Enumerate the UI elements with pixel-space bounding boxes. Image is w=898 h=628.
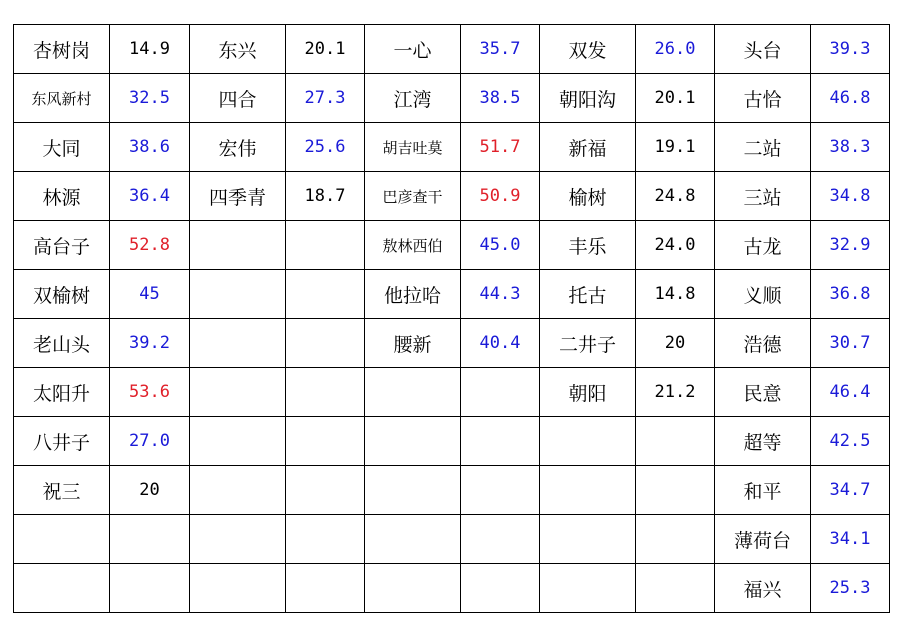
value-cell: 44.3 xyxy=(461,270,540,319)
station-name-cell: 丰乐 xyxy=(540,221,636,270)
value-cell xyxy=(110,515,190,564)
table-row xyxy=(14,25,890,74)
value-cell xyxy=(461,417,540,466)
station-name-cell: 东风新村 xyxy=(14,74,110,123)
station-name-cell xyxy=(365,564,461,613)
value-cell xyxy=(461,466,540,515)
station-name-cell: 巴彦查干 xyxy=(365,172,461,221)
station-name-cell: 超等 xyxy=(715,417,811,466)
value-cell: 50.9 xyxy=(461,172,540,221)
table-row xyxy=(14,172,890,221)
station-name-cell xyxy=(190,319,286,368)
station-name-cell xyxy=(540,564,636,613)
station-name-cell: 高台子 xyxy=(14,221,110,270)
value-cell: 30.7 xyxy=(811,319,890,368)
station-name-cell: 江湾 xyxy=(365,74,461,123)
value-cell: 35.7 xyxy=(461,25,540,74)
station-name-cell xyxy=(190,564,286,613)
value-cell xyxy=(286,417,365,466)
value-cell xyxy=(286,515,365,564)
value-cell xyxy=(636,417,715,466)
value-cell: 25.3 xyxy=(811,564,890,613)
station-name-cell: 福兴 xyxy=(715,564,811,613)
value-cell: 20 xyxy=(110,466,190,515)
value-cell: 27.3 xyxy=(286,74,365,123)
value-cell: 26.0 xyxy=(636,25,715,74)
table-row xyxy=(14,368,890,417)
station-name-cell: 敖林西伯 xyxy=(365,221,461,270)
value-cell: 52.8 xyxy=(110,221,190,270)
value-cell xyxy=(286,466,365,515)
value-cell xyxy=(286,221,365,270)
station-name-cell: 朝阳沟 xyxy=(540,74,636,123)
value-cell: 39.3 xyxy=(811,25,890,74)
value-cell: 34.7 xyxy=(811,466,890,515)
station-name-cell: 浩德 xyxy=(715,319,811,368)
table-row xyxy=(14,564,890,613)
station-name-cell: 新福 xyxy=(540,123,636,172)
value-cell xyxy=(636,515,715,564)
station-name-cell: 双发 xyxy=(540,25,636,74)
value-cell: 46.4 xyxy=(811,368,890,417)
value-cell: 32.5 xyxy=(110,74,190,123)
station-name-cell xyxy=(365,417,461,466)
table-row xyxy=(14,74,890,123)
station-name-cell: 榆树 xyxy=(540,172,636,221)
station-name-cell: 朝阳 xyxy=(540,368,636,417)
station-name-cell: 二站 xyxy=(715,123,811,172)
station-name-cell: 林源 xyxy=(14,172,110,221)
station-name-cell: 古恰 xyxy=(715,74,811,123)
station-name-cell: 和平 xyxy=(715,466,811,515)
station-name-cell xyxy=(190,368,286,417)
station-name-cell: 双榆树 xyxy=(14,270,110,319)
station-name-cell: 杏树岗 xyxy=(14,25,110,74)
value-cell: 38.5 xyxy=(461,74,540,123)
station-name-cell xyxy=(365,466,461,515)
value-cell: 14.9 xyxy=(110,25,190,74)
station-name-cell: 祝三 xyxy=(14,466,110,515)
value-cell: 21.2 xyxy=(636,368,715,417)
value-cell xyxy=(461,368,540,417)
station-name-cell: 民意 xyxy=(715,368,811,417)
station-name-cell xyxy=(365,515,461,564)
station-name-cell: 四合 xyxy=(190,74,286,123)
station-name-cell: 八井子 xyxy=(14,417,110,466)
station-name-cell: 古龙 xyxy=(715,221,811,270)
station-name-cell: 他拉哈 xyxy=(365,270,461,319)
value-cell: 19.1 xyxy=(636,123,715,172)
value-cell xyxy=(286,270,365,319)
value-cell xyxy=(286,319,365,368)
value-cell: 45.0 xyxy=(461,221,540,270)
station-name-cell: 东兴 xyxy=(190,25,286,74)
value-cell: 20 xyxy=(636,319,715,368)
value-cell: 38.3 xyxy=(811,123,890,172)
value-cell xyxy=(461,564,540,613)
station-name-cell: 胡吉吐莫 xyxy=(365,123,461,172)
table-row xyxy=(14,515,890,564)
station-name-cell: 老山头 xyxy=(14,319,110,368)
station-name-cell xyxy=(190,417,286,466)
value-cell: 36.4 xyxy=(110,172,190,221)
value-cell: 27.0 xyxy=(110,417,190,466)
station-name-cell: 腰新 xyxy=(365,319,461,368)
table-body xyxy=(14,25,890,613)
station-name-cell xyxy=(540,417,636,466)
value-cell xyxy=(110,564,190,613)
value-cell: 25.6 xyxy=(286,123,365,172)
table-row xyxy=(14,319,890,368)
data-table xyxy=(13,24,890,613)
value-cell: 45 xyxy=(110,270,190,319)
station-name-cell: 头台 xyxy=(715,25,811,74)
table-row xyxy=(14,221,890,270)
value-cell xyxy=(286,368,365,417)
value-cell xyxy=(461,515,540,564)
station-name-cell: 宏伟 xyxy=(190,123,286,172)
value-cell: 24.0 xyxy=(636,221,715,270)
station-name-cell xyxy=(190,466,286,515)
station-name-cell: 托古 xyxy=(540,270,636,319)
value-cell: 20.1 xyxy=(286,25,365,74)
station-name-cell xyxy=(540,466,636,515)
station-name-cell: 大同 xyxy=(14,123,110,172)
value-cell: 53.6 xyxy=(110,368,190,417)
station-name-cell: 义顺 xyxy=(715,270,811,319)
value-cell: 36.8 xyxy=(811,270,890,319)
station-name-cell xyxy=(14,515,110,564)
station-name-cell xyxy=(190,270,286,319)
value-cell: 18.7 xyxy=(286,172,365,221)
value-cell xyxy=(636,564,715,613)
station-name-cell xyxy=(14,564,110,613)
value-cell: 38.6 xyxy=(110,123,190,172)
station-name-cell: 一心 xyxy=(365,25,461,74)
table-row xyxy=(14,417,890,466)
value-cell: 20.1 xyxy=(636,74,715,123)
station-name-cell xyxy=(190,221,286,270)
value-cell: 46.8 xyxy=(811,74,890,123)
table-row xyxy=(14,466,890,515)
table-row xyxy=(14,270,890,319)
table-row xyxy=(14,123,890,172)
value-cell: 51.7 xyxy=(461,123,540,172)
value-cell: 34.8 xyxy=(811,172,890,221)
value-cell: 14.8 xyxy=(636,270,715,319)
station-name-cell: 二井子 xyxy=(540,319,636,368)
station-name-cell: 薄荷台 xyxy=(715,515,811,564)
station-name-cell: 四季青 xyxy=(190,172,286,221)
station-name-cell xyxy=(540,515,636,564)
value-cell: 32.9 xyxy=(811,221,890,270)
value-cell: 24.8 xyxy=(636,172,715,221)
value-cell: 42.5 xyxy=(811,417,890,466)
station-name-cell: 太阳升 xyxy=(14,368,110,417)
value-cell xyxy=(286,564,365,613)
station-name-cell xyxy=(365,368,461,417)
value-cell: 39.2 xyxy=(110,319,190,368)
station-name-cell: 三站 xyxy=(715,172,811,221)
value-cell: 40.4 xyxy=(461,319,540,368)
value-cell xyxy=(636,466,715,515)
value-cell: 34.1 xyxy=(811,515,890,564)
station-name-cell xyxy=(190,515,286,564)
